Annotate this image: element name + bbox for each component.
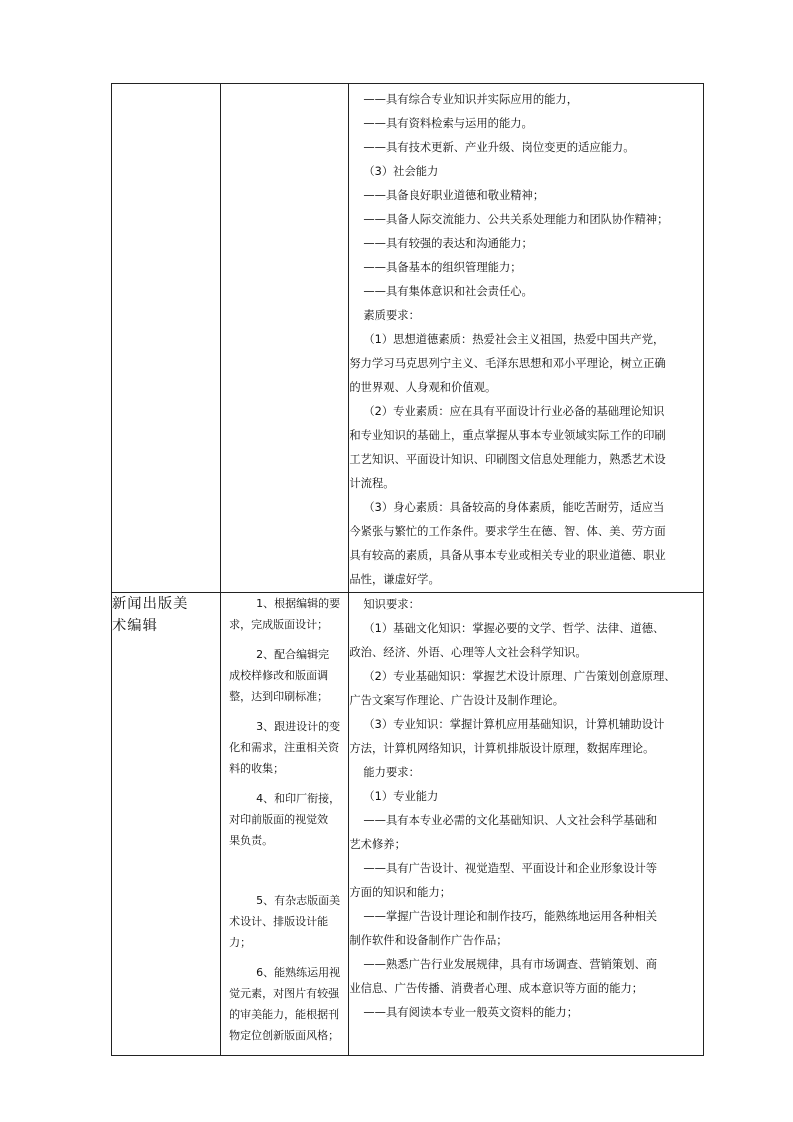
text-line: ——具有集体意识和社会责任心。 <box>363 285 533 298</box>
text-line: 和专业知识的基础上，重点掌握从事本专业领域实际工作的印刷 <box>349 429 666 442</box>
text-line: ——具有资料检索与运用的能力。 <box>363 117 533 130</box>
requirements-cell <box>349 84 704 593</box>
text-line: 艺术修养； <box>349 838 406 851</box>
duty-line: 对印前版面的视觉效 <box>229 813 329 826</box>
duty-line: 求，完成版面设计； <box>229 618 329 631</box>
table-row <box>112 593 704 1056</box>
table-row <box>112 84 704 593</box>
text-line: ——具有阅读本专业一般英文资料的能力； <box>363 1006 579 1019</box>
position-cell <box>112 593 221 1056</box>
duty-line: 整，达到印刷标准； <box>229 690 329 703</box>
text-line: 制作软件和设备制作广告作品； <box>349 934 508 947</box>
text-line: ——具备基本的组织管理能力； <box>363 261 522 274</box>
duty-line: 5、有杂志版面美 <box>256 894 341 907</box>
text-line: 工艺知识、平面设计知识、印刷图文信息处理能力，熟悉艺术设 <box>349 453 666 466</box>
text-line: （3）社会能力 <box>363 165 439 178</box>
duty-item <box>221 890 348 953</box>
text-line: 计流程。 <box>349 477 395 490</box>
text-line: （1）思想道德素质：热爱社会主义祖国，热爱中国共产党， <box>363 333 665 346</box>
duty-line: 6、能熟练运用视 <box>256 966 341 979</box>
text-line: ——具有较强的表达和沟通能力； <box>363 237 533 250</box>
position-title-line: 术编辑 <box>112 618 158 634</box>
duty-line: 1、根据编辑的要 <box>256 597 341 610</box>
text-line: （3）专业知识：掌握计算机应用基础知识，计算机辅助设计 <box>363 718 665 731</box>
duty-line: 4、和印厂衔接， <box>256 792 341 805</box>
duty-line: 成校样修改和版面调 <box>229 669 329 682</box>
duty-item <box>221 788 348 851</box>
text-line: 方法，计算机网络知识，计算机排版设计原理，数据库理论。 <box>349 742 655 755</box>
text-line: 方面的知识和能力； <box>349 886 452 899</box>
text-line: ——具有广告设计、视觉造型、平面设计和企业形象设计等 <box>363 862 658 875</box>
text-line: 业信息、广告传播、消费者心理、成本意识等方面的能力； <box>349 982 644 995</box>
curriculum-table <box>111 83 704 1056</box>
text-line: ——具有综合专业知识并实际应用的能力， <box>363 93 579 106</box>
requirements-text <box>349 593 703 1025</box>
requirements-cell <box>349 593 704 1056</box>
duty-line: 料的收集； <box>229 762 285 775</box>
position-cell-empty <box>112 84 221 593</box>
text-line: ——具有本专业必需的文化基础知识、人文社会科学基础和 <box>363 814 658 827</box>
position-title <box>112 593 220 637</box>
text-line: ——具备人际交流能力、公共关系处理能力和团队协作精神； <box>363 213 669 226</box>
text-line: 品性，谦虚好学。 <box>349 573 440 586</box>
duty-item <box>221 716 348 779</box>
text-line: （3）身心素质：具备较高的身体素质，能吃苦耐劳，适应当 <box>363 501 665 514</box>
duty-item <box>221 593 348 635</box>
text-line: 政治、经济、外语、心理等人文社会科学知识。 <box>349 646 587 659</box>
text-line: 素质要求： <box>363 309 420 322</box>
text-line: （2）专业基础知识：掌握艺术设计原理、广告策划创意原理、 <box>363 670 676 683</box>
requirements-text <box>349 88 703 592</box>
text-line: 今紧张与繁忙的工作条件。要求学生在德、智、体、美、劳方面 <box>349 525 666 538</box>
duty-line: 力； <box>229 936 252 949</box>
spacer <box>221 860 348 890</box>
duty-line: 觉元素，对图片有较强 <box>229 987 340 1000</box>
duty-cell <box>221 593 349 1056</box>
text-line: 能力要求： <box>363 766 420 779</box>
duty-line: 术设计、排版设计能 <box>229 915 329 928</box>
duty-item <box>221 644 348 707</box>
duty-cell-empty <box>221 84 349 593</box>
position-title-line: 新闻出版美 <box>112 596 189 612</box>
text-line: ——熟悉广告行业发展规律，具有市场调查、营销策划、商 <box>363 958 658 971</box>
text-line: ——掌握广告设计理论和制作技巧，能熟练地运用各种相关 <box>363 910 658 923</box>
text-line: 广告文案写作理论、广告设计及制作理论。 <box>349 694 565 707</box>
duty-line: 物定位创新版面风格； <box>229 1029 340 1042</box>
text-line: （1）专业能力 <box>363 790 439 803</box>
duty-line: 的审美能力，能根据刊 <box>229 1008 340 1021</box>
text-line: （2）专业素质：应在具有平面设计行业必备的基础理论知识 <box>363 405 665 418</box>
text-line: 努力学习马克思列宁主义、毛泽东思想和邓小平理论，树立正确 <box>349 357 666 370</box>
duty-line: 3、跟进设计的变 <box>256 720 341 733</box>
duty-line: 果负责。 <box>229 834 274 847</box>
text-line: 具有较高的素质，具备从事本专业或相关专业的职业道德、职业 <box>349 549 666 562</box>
duty-item <box>221 962 348 1046</box>
duty-line: 化和需求，注重相关资 <box>229 741 340 754</box>
text-line: 知识要求： <box>363 598 420 611</box>
text-line: ——具有技术更新、产业升级、岗位变更的适应能力。 <box>363 141 635 154</box>
duty-line: 2、配合编辑完 <box>256 648 330 661</box>
text-line: 的世界观、人身观和价值观。 <box>349 381 497 394</box>
text-line: ——具备良好职业道德和敬业精神； <box>363 189 545 202</box>
duty-list <box>221 593 348 1046</box>
text-line: （1）基础文化知识：掌握必要的文学、哲学、法律、道德、 <box>363 622 665 635</box>
